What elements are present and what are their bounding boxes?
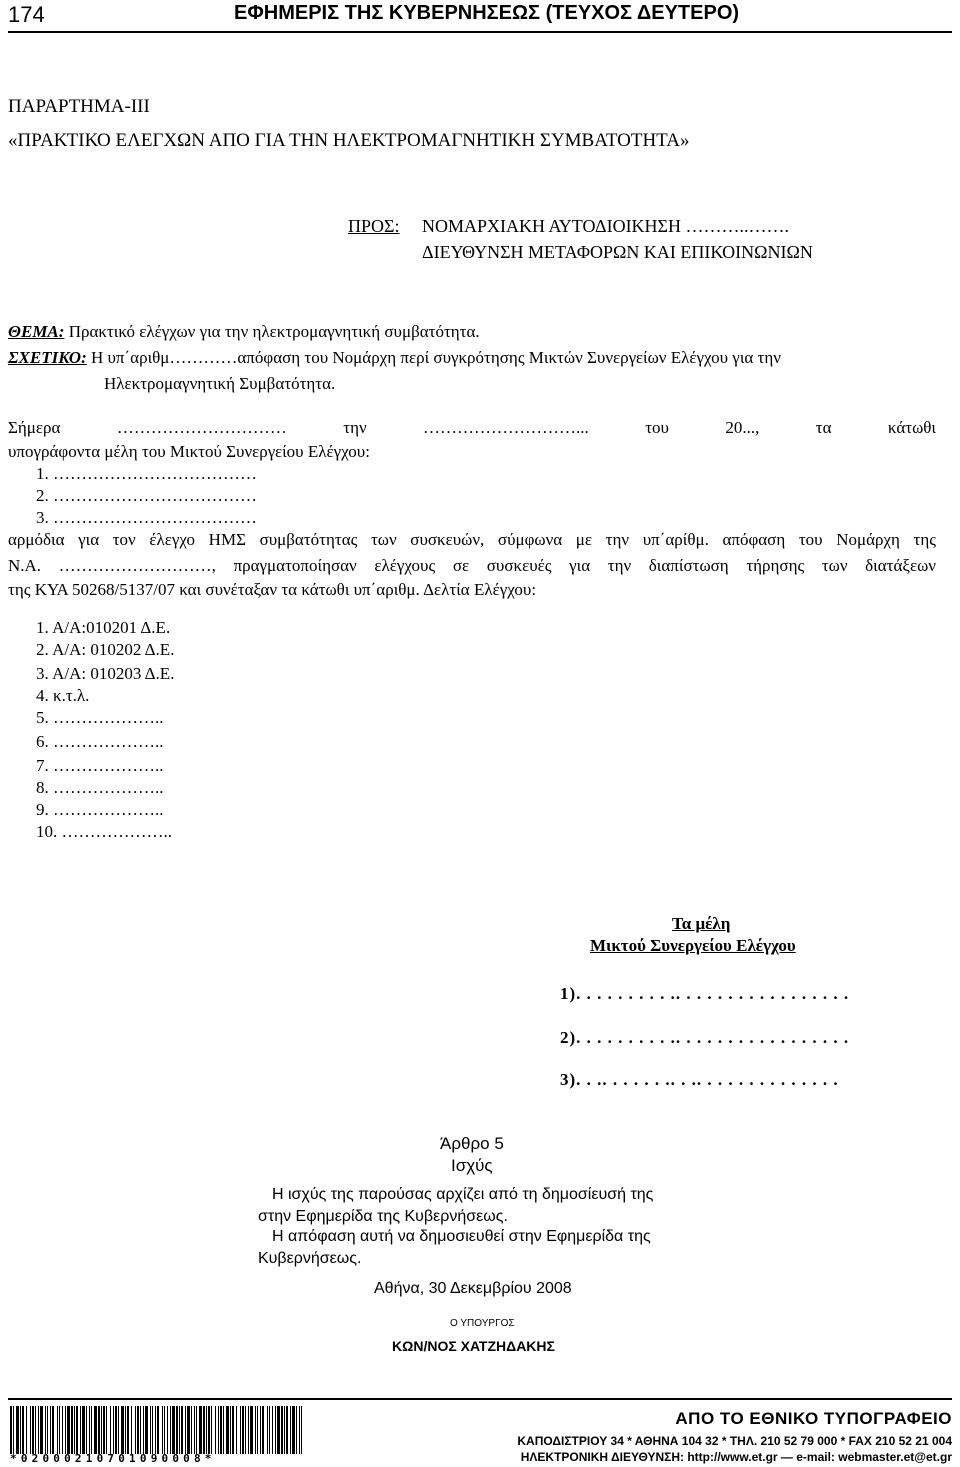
paragraph-line-3: της ΚΥΑ 50268/5137/07 και συνέταξαν τα κάτωθι υπ΄αριθμ. Δελτία Ελέγχου: <box>8 580 537 599</box>
reference-line <box>8 348 781 368</box>
member-line-1: 1. ……………………………… <box>36 464 257 483</box>
header-divider <box>8 31 952 33</box>
reference-label: ΣΧΕΤΙΚΟ: <box>8 348 87 367</box>
list-item: 2. Α/Α: 010202 Δ.Ε. <box>36 640 175 659</box>
recipient-line1: ΝΟΜΑΡΧΙΑΚΗ ΑΥΤΟΔΙΟΙΚΗΣΗ ………..……. <box>422 216 790 236</box>
annex-label: ΠΑΡΑΡΤΗΜΑ-ΙΙΙ <box>8 96 150 117</box>
list-item: 9. ……………….. <box>36 800 164 819</box>
footer-divider <box>8 1398 952 1400</box>
signatures-heading-2: Μικτού Συνεργείου Ελέγχου <box>590 936 796 955</box>
list-item: 6. ……………….. <box>36 732 164 751</box>
paragraph-line-1: αρμόδια για τον έλεγχο ΗΜΣ συμβατότητας των συσκευών, σύμφωνα με την υπ΄αρίθμ. απόφαση του Νομάρχη της <box>8 530 936 549</box>
gazette-title: ΕΦΗΜΕΡΙΣ ΤΗΣ ΚΥΒΕΡΝΗΣΕΩΣ (ΤΕΥΧΟΣ ΔΕΥΤΕΡΟ) <box>234 2 740 24</box>
reference-text: Η υπ΄αριθμ…………απόφαση του Νομάρχη περί συγκρότησης Μικτών Συνεργείων Ελέγχου για την <box>86 348 781 367</box>
signers-line: υπογράφοντα μέλη του Μικτού Συνεργείου Ελέγχου: <box>8 442 370 461</box>
signatures-heading-1: Τα μέλη <box>672 914 731 933</box>
recipient-line2: ΔΙΕΥΘΥΝΣΗ ΜΕΤΑΦΟΡΩΝ ΚΑΙ ΕΠΙΚΟΙΝΩΝΙΩΝ <box>422 242 813 262</box>
place-date: Αθήνα, 30 Δεκεμβρίου 2008 <box>374 1280 572 1297</box>
paragraph-line-2: Ν.Α. ………………………, πραγματοποίησαν ελέγχους σε συσκευές για την διαπίστωση τήρησης των διατάξεων <box>8 556 936 575</box>
article-line-3: Η απόφαση αυτή να δημοσιευθεί στην Εφημερίδα της <box>272 1228 651 1245</box>
article-line-2: στην Εφημερίδα της Κυβερνήσεως. <box>258 1208 508 1225</box>
date-line: Σήμερα ………………………… την ………………………... του 20..., τα κάτωθι <box>8 418 936 437</box>
article-line-4: Κυβερνήσεως. <box>258 1250 362 1267</box>
article-number: Άρθρο 5 <box>440 1134 504 1153</box>
member-line-2: 2. ……………………………… <box>36 486 257 505</box>
signature-line-3: 3). . .. . . . . . .. . .. . . . . . . . . . . . . . <box>560 1070 839 1089</box>
signature-line-2: 2). . . . . . . . . .. . . . . . . . . . . . . . . . . <box>560 1028 850 1047</box>
printer-web: ΗΛΕΚΤΡΟΝΙΚΗ ΔΙΕΥΘΥΝΣΗ: http://www.et.gr — e-mail: webmaster.et@et.gr <box>520 1450 952 1464</box>
page-number: 174 <box>8 2 45 27</box>
article-line-1: Η ισχύς της παρούσας αρχίζει από τη δημοσίευσή της <box>272 1186 654 1203</box>
list-item: 8. ……………….. <box>36 778 164 797</box>
list-item: 3. Α/Α: 010203 Δ.Ε. <box>36 664 175 683</box>
article-title: Ισχύς <box>451 1156 493 1175</box>
barcode-digits: *02000210701090008* <box>10 1452 216 1465</box>
minister-name: ΚΩΝ/ΝΟΣ ΧΑΤΖΗΔΑΚΗΣ <box>392 1338 555 1354</box>
list-item: 7. ……………….. <box>36 756 164 775</box>
member-line-3: 3. ……………………………… <box>36 508 257 527</box>
list-item: 5. ……………….. <box>36 708 164 727</box>
printer-address: ΚΑΠΟΔΙΣΤΡΙΟΥ 34 * ΑΘΗΝΑ 104 32 * ΤΗΛ. 210 52 79 000 * FAX 210 52 21 004 <box>517 1434 952 1448</box>
reference-continuation: Ηλεκτρομαγνητική Συμβατότητα. <box>104 374 336 393</box>
subject-label: ΘΕΜΑ: <box>8 322 65 341</box>
printer-name: ΑΠΟ ΤΟ ΕΘΝΙΚΟ ΤΥΠΟΓΡΑΦΕΙΟ <box>675 1409 952 1428</box>
signature-line-1: 1). . . . . . . . . .. . . . . . . . . . . . . . . . . <box>560 984 850 1003</box>
list-item: 10. ……………….. <box>36 822 172 841</box>
subject-line <box>8 322 480 342</box>
barcode-image <box>10 1406 302 1454</box>
annex-title: «ΠΡΑΚΤΙΚΟ ΕΛΕΓΧΩΝ ΑΠΟ ΓΙΑ ΤΗΝ ΗΛΕΚΤΡΟΜΑΓΝΗΤΙΚΗ ΣΥΜΒΑΤΟΤΗΤΑ» <box>8 130 690 151</box>
recipient-label: ΠΡΟΣ: <box>348 216 400 236</box>
list-item: 1. Α/Α:010201 Δ.Ε. <box>36 618 171 637</box>
subject-text: Πρακτικό ελέγχων για την ηλεκτρομαγνητική συμβατότητα. <box>64 322 480 341</box>
list-item: 4. κ.τ.λ. <box>36 686 90 705</box>
minister-title: Ο ΥΠΟΥΡΓΟΣ <box>450 1318 515 1329</box>
